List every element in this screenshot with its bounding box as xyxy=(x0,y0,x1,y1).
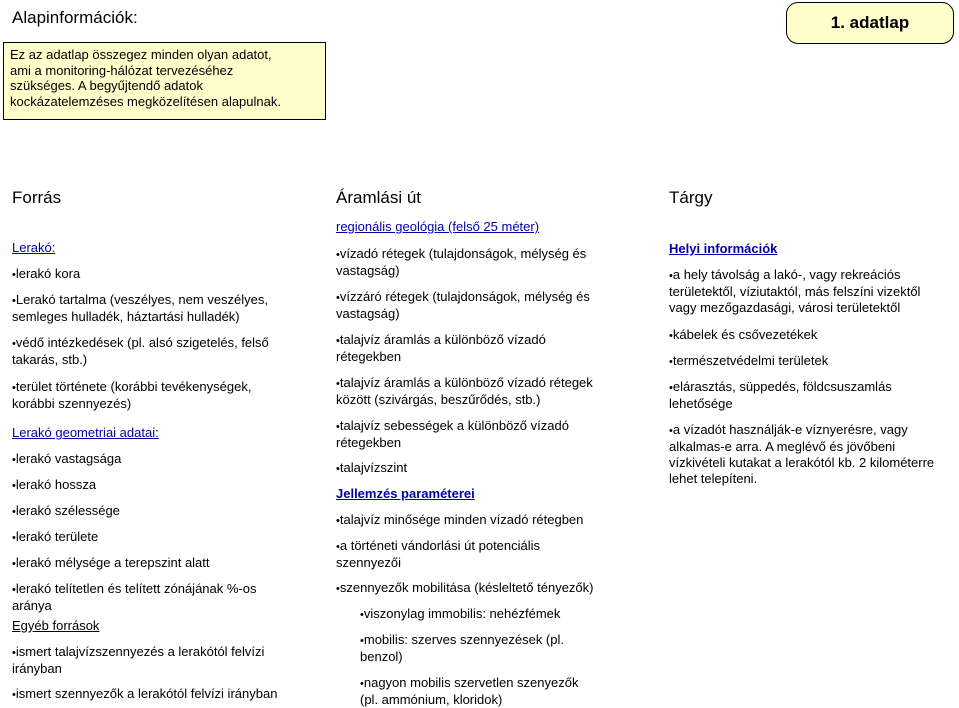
list-item: • szennyezők mobilitása (késleltető tényezők) xyxy=(336,580,593,597)
list-item: • talajvíz áramlás a különböző vízadó rétegek között (szivárgás, beszűrődés, stb.) xyxy=(336,375,593,408)
list-item: • a hely távolság a lakó-, vagy rekreációs területektől, víziutaktól, más felszíni vizektől vagy mezőgazdasági, városi területektől xyxy=(669,267,920,316)
list-item: • terület története (korábbi tevékenységek, korábbi szennyezés) xyxy=(12,379,251,412)
section-title-regionalis-geologia: regionális geológia (felső 25 méter) xyxy=(336,219,540,234)
list-item: • természetvédelmi területek xyxy=(669,353,828,370)
list-item: • lerakó szélessége xyxy=(12,503,120,520)
list-item: • ismert szennyezők a lerakótól felvízi irányban xyxy=(12,686,277,703)
list-item: • lerakó hossza xyxy=(12,477,96,494)
list-item: • a történeti vándorlási út potenciális szennyezői xyxy=(336,538,540,571)
list-item: • védő intézkedések (pl. alsó szigetelés, felső takarás, stb.) xyxy=(12,335,269,368)
summary-box xyxy=(3,42,326,120)
section-title-helyi-informaciok: Helyi információk xyxy=(669,241,778,256)
summary-line: szükséges. A begyűjtendő adatok xyxy=(10,78,203,93)
list-item: • kábelek és csővezetékek xyxy=(669,327,817,344)
sub-list-item: • viszonylag immobilis: nehézfémek xyxy=(360,606,560,623)
list-item: • lerakó telítetlen és telített zónájának %-os aránya xyxy=(12,581,257,614)
list-item: • talajvíz sebességek a különböző vízadó rétegekben xyxy=(336,418,569,451)
list-item: • lerakó vastagsága xyxy=(12,451,121,468)
list-item: • lerakó kora xyxy=(12,266,80,283)
list-item: • talajvíz minősége minden vízadó rétegben xyxy=(336,512,583,529)
summary-line: Ez az adatlap összegez minden olyan adatot, xyxy=(10,47,272,62)
summary-line: ami a monitoring-hálózat tervezéséhez xyxy=(10,62,234,78)
list-item: • vízadó rétegek (tulajdonságok, mélység és vastagság) xyxy=(336,246,586,279)
sheet-badge: 1. adatlap xyxy=(786,2,954,44)
section-title-geometria: Lerakó geometriai adatai: xyxy=(12,425,159,440)
list-item: • ismert talajvízszennyezés a lerakótól felvízi irányban xyxy=(12,644,264,677)
list-item: • talajvíz áramlás a különböző vízadó rétegekben xyxy=(336,332,546,365)
section-title-jellemzes-parameterei: Jellemzés paraméterei xyxy=(336,486,475,501)
list-item: • elárasztás, süppedés, földcsuszamlás lehetősége xyxy=(669,379,892,412)
section-title-egyeb-forrasok: Egyéb források xyxy=(12,618,100,633)
list-item: • Lerakó tartalma (veszélyes, nem veszélyes, semleges hulladék, háztartási hulladék) xyxy=(12,292,268,325)
heading-targy: Tárgy xyxy=(669,188,713,207)
list-item: • lerakó területe xyxy=(12,529,98,546)
list-item: • a vízadót használják-e víznyerésre, vagy alkalmas-e arra. A meglévő és jövőbeni vízkivételi kutakat a lerakótól kb. 2 kilométerre lehet telepíteni. xyxy=(669,422,934,487)
heading-forras: Forrás xyxy=(12,188,62,207)
section-title-lerako: Lerakó: xyxy=(12,240,56,255)
sub-list-item: • nagyon mobilis szervetlen szenyezők (pl. ammónium, kloridok) xyxy=(360,675,578,708)
summary-line: kockázatelemzéses megközelítésen alapulnak. xyxy=(10,93,281,109)
list-item: • lerakó mélysége a terepszint alatt xyxy=(12,555,210,572)
list-item: • vízzáró rétegek (tulajdonságok, mélység és vastagság) xyxy=(336,289,590,322)
list-item: • talajvízszint xyxy=(336,460,407,477)
heading-aramlasi-ut: Áramlási út xyxy=(336,188,422,207)
page-title: Alapinformációk: xyxy=(12,8,138,27)
sub-list-item: • mobilis: szerves szennyezések (pl. benzol) xyxy=(360,632,564,665)
